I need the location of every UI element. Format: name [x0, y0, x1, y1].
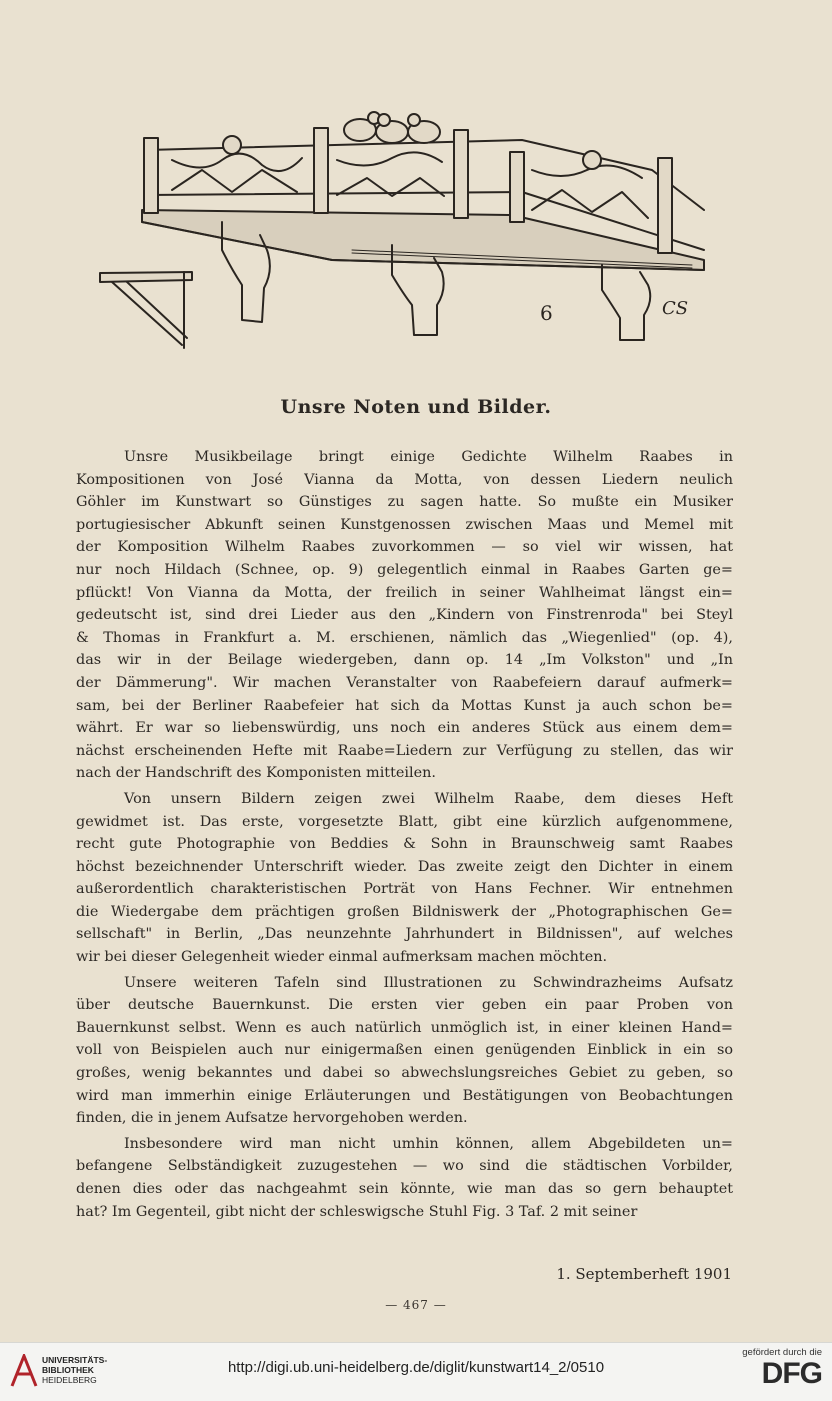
section-heading: Unsre Noten und Bilder.: [280, 396, 552, 418]
text-line: Göhler im Kunstwart so Günstiges zu sagen hatte. So mußte ein Musiker: [76, 494, 733, 511]
text-line: sam, bei der Berliner Raabefeier hat sich da Mottas Kunst ja auch schon be=: [76, 697, 733, 714]
body-text: [76, 446, 733, 1226]
paragraph: [76, 972, 733, 1130]
text-line: nach der Handschrift des Komponisten mitteilen.: [76, 765, 436, 782]
text-line: außerordentlich charakteristischen Porträt von Hans Fechner. Wir entnehmen: [76, 881, 733, 898]
logo-line-1: UNIVERSITÄTS-: [42, 1355, 108, 1365]
text-line: Kompositionen von José Vianna da Motta, von dessen Liedern neulich: [76, 471, 733, 488]
viewer-footer: [0, 1342, 832, 1401]
text-line: & Thomas in Frankfurt a. M. erschienen, nämlich das „Wiegenlied" (op. 4),: [76, 629, 733, 646]
text-line: portugiesischer Abkunft seinen Kunstgenossen zwischen Maas und Memel mit: [76, 516, 733, 533]
text-line: nächst erscheinenden Hefte mit Raabe=Liedern zur Verfügung zu stellen, das wir: [76, 742, 733, 759]
text-line: der Komposition Wilhelm Raabes zuvorkommen — so viel wir wissen, hat: [76, 539, 733, 556]
text-line: recht gute Photographie von Beddies & Sohn in Braunschweig samt Raabes: [76, 836, 733, 853]
text-line: höchst bezeichnender Unterschrift wieder. Das zweite zeigt den Dichter in einem: [76, 858, 733, 875]
page-number: — 467 —: [385, 1298, 447, 1312]
figure-number: 6: [540, 301, 553, 325]
text-line: der Dämmerung". Wir machen Veranstalter von Raabefeiern darauf aufmerk=: [76, 674, 733, 691]
text-line: Unsere weiteren Tafeln sind Illustrationen zu Schwindrazheims Aufsatz: [124, 974, 733, 991]
text-line: wird man immerhin einige Erläuterungen und Bestätigungen von Beobachtungen: [76, 1087, 733, 1104]
text-line: gedeutscht ist, sind drei Lieder aus den „Kindern von Finstrenroda" bei Steyl: [76, 607, 733, 624]
shelf-illustration: [92, 100, 712, 350]
text-line: gewidmet ist. Das erste, vorgesetzte Blatt, gibt eine kürzlich aufgenommene,: [76, 813, 733, 830]
text-line: großes, wenig bekanntes und dabei so abwechslungsreiches Gebiet zu geben, so: [76, 1065, 733, 1082]
text-line: Unsre Musikbeilage bringt einige Gedichte Wilhelm Raabes in: [124, 449, 733, 465]
funded-by-label: gefördert durch die: [742, 1347, 822, 1358]
permalink-url[interactable]: http://digi.ub.uni-heidelberg.de/diglit/kunstwart14_2/0510: [227, 1359, 605, 1376]
paragraph: [76, 446, 733, 785]
text-line: Insbesondere wird man nicht umhin können, allem Abgebildeten un=: [124, 1135, 733, 1152]
text-line: hat? Im Gegenteil, gibt nicht der schleswigsche Stuhl Fig. 3 Taf. 2 mit seiner: [76, 1203, 638, 1220]
paragraph: [76, 1133, 733, 1223]
issue-rubric: 1. Septemberheft 1901: [556, 1265, 732, 1283]
dfg-wordmark: DFG: [761, 1357, 822, 1390]
text-line: währt. Er war so liebenswürdig, uns noch ein anderes Stück aus einem dem=: [76, 720, 733, 737]
text-line: Bauernkunst selbst. Wenn es auch natürlich unmöglich ist, in einer kleinen Hand=: [76, 1019, 733, 1036]
logo-line-2: BIBLIOTHEK: [42, 1365, 94, 1375]
text-line: befangene Selbständigkeit zuzugestehen — wo sind die städtischen Vorbilder,: [76, 1158, 733, 1175]
text-line: finden, die in jenem Aufsatze hervorgehoben werden.: [76, 1110, 468, 1127]
artist-monogram: CS: [662, 298, 689, 319]
text-line: das wir in der Beilage wiedergeben, dann op. 14 „Im Volkston" und „In: [76, 652, 733, 669]
text-line: über deutsche Bauernkunst. Die ersten vier geben ein paar Proben von: [76, 997, 733, 1014]
text-line: pflückt! Von Vianna da Motta, der freilich in seiner Wahlheimat längst ein=: [76, 584, 733, 601]
text-line: sellschaft" in Berlin, „Das neunzehnte Jahrhundert in Bildnissen", auf welches: [76, 926, 733, 943]
dfg-logo[interactable]: [712, 1347, 822, 1397]
text-line: Von unsern Bildern zeigen zwei Wilhelm Raabe, dem dieses Heft: [124, 790, 733, 807]
text-line: wir bei dieser Gelegenheit wieder einmal aufmerksam machen möchten.: [76, 949, 608, 966]
text-line: voll von Beispielen auch nur einigermaßen einen genügenden Einblick in ein so: [76, 1042, 733, 1059]
text-line: die Wiedergabe dem prächtigen großen Bildniswerk der „Photographischen Ge=: [76, 903, 733, 920]
paragraph: [76, 788, 733, 969]
text-line: nur noch Hildach (Schnee, op. 9) gelegentlich einmal in Raabes Garten ge=: [76, 561, 733, 578]
text-line: denen dies oder das nachgeahmt sein könnte, wie man das so gern behauptet: [76, 1181, 733, 1197]
logo-line-3: HEIDELBERG: [42, 1375, 97, 1385]
